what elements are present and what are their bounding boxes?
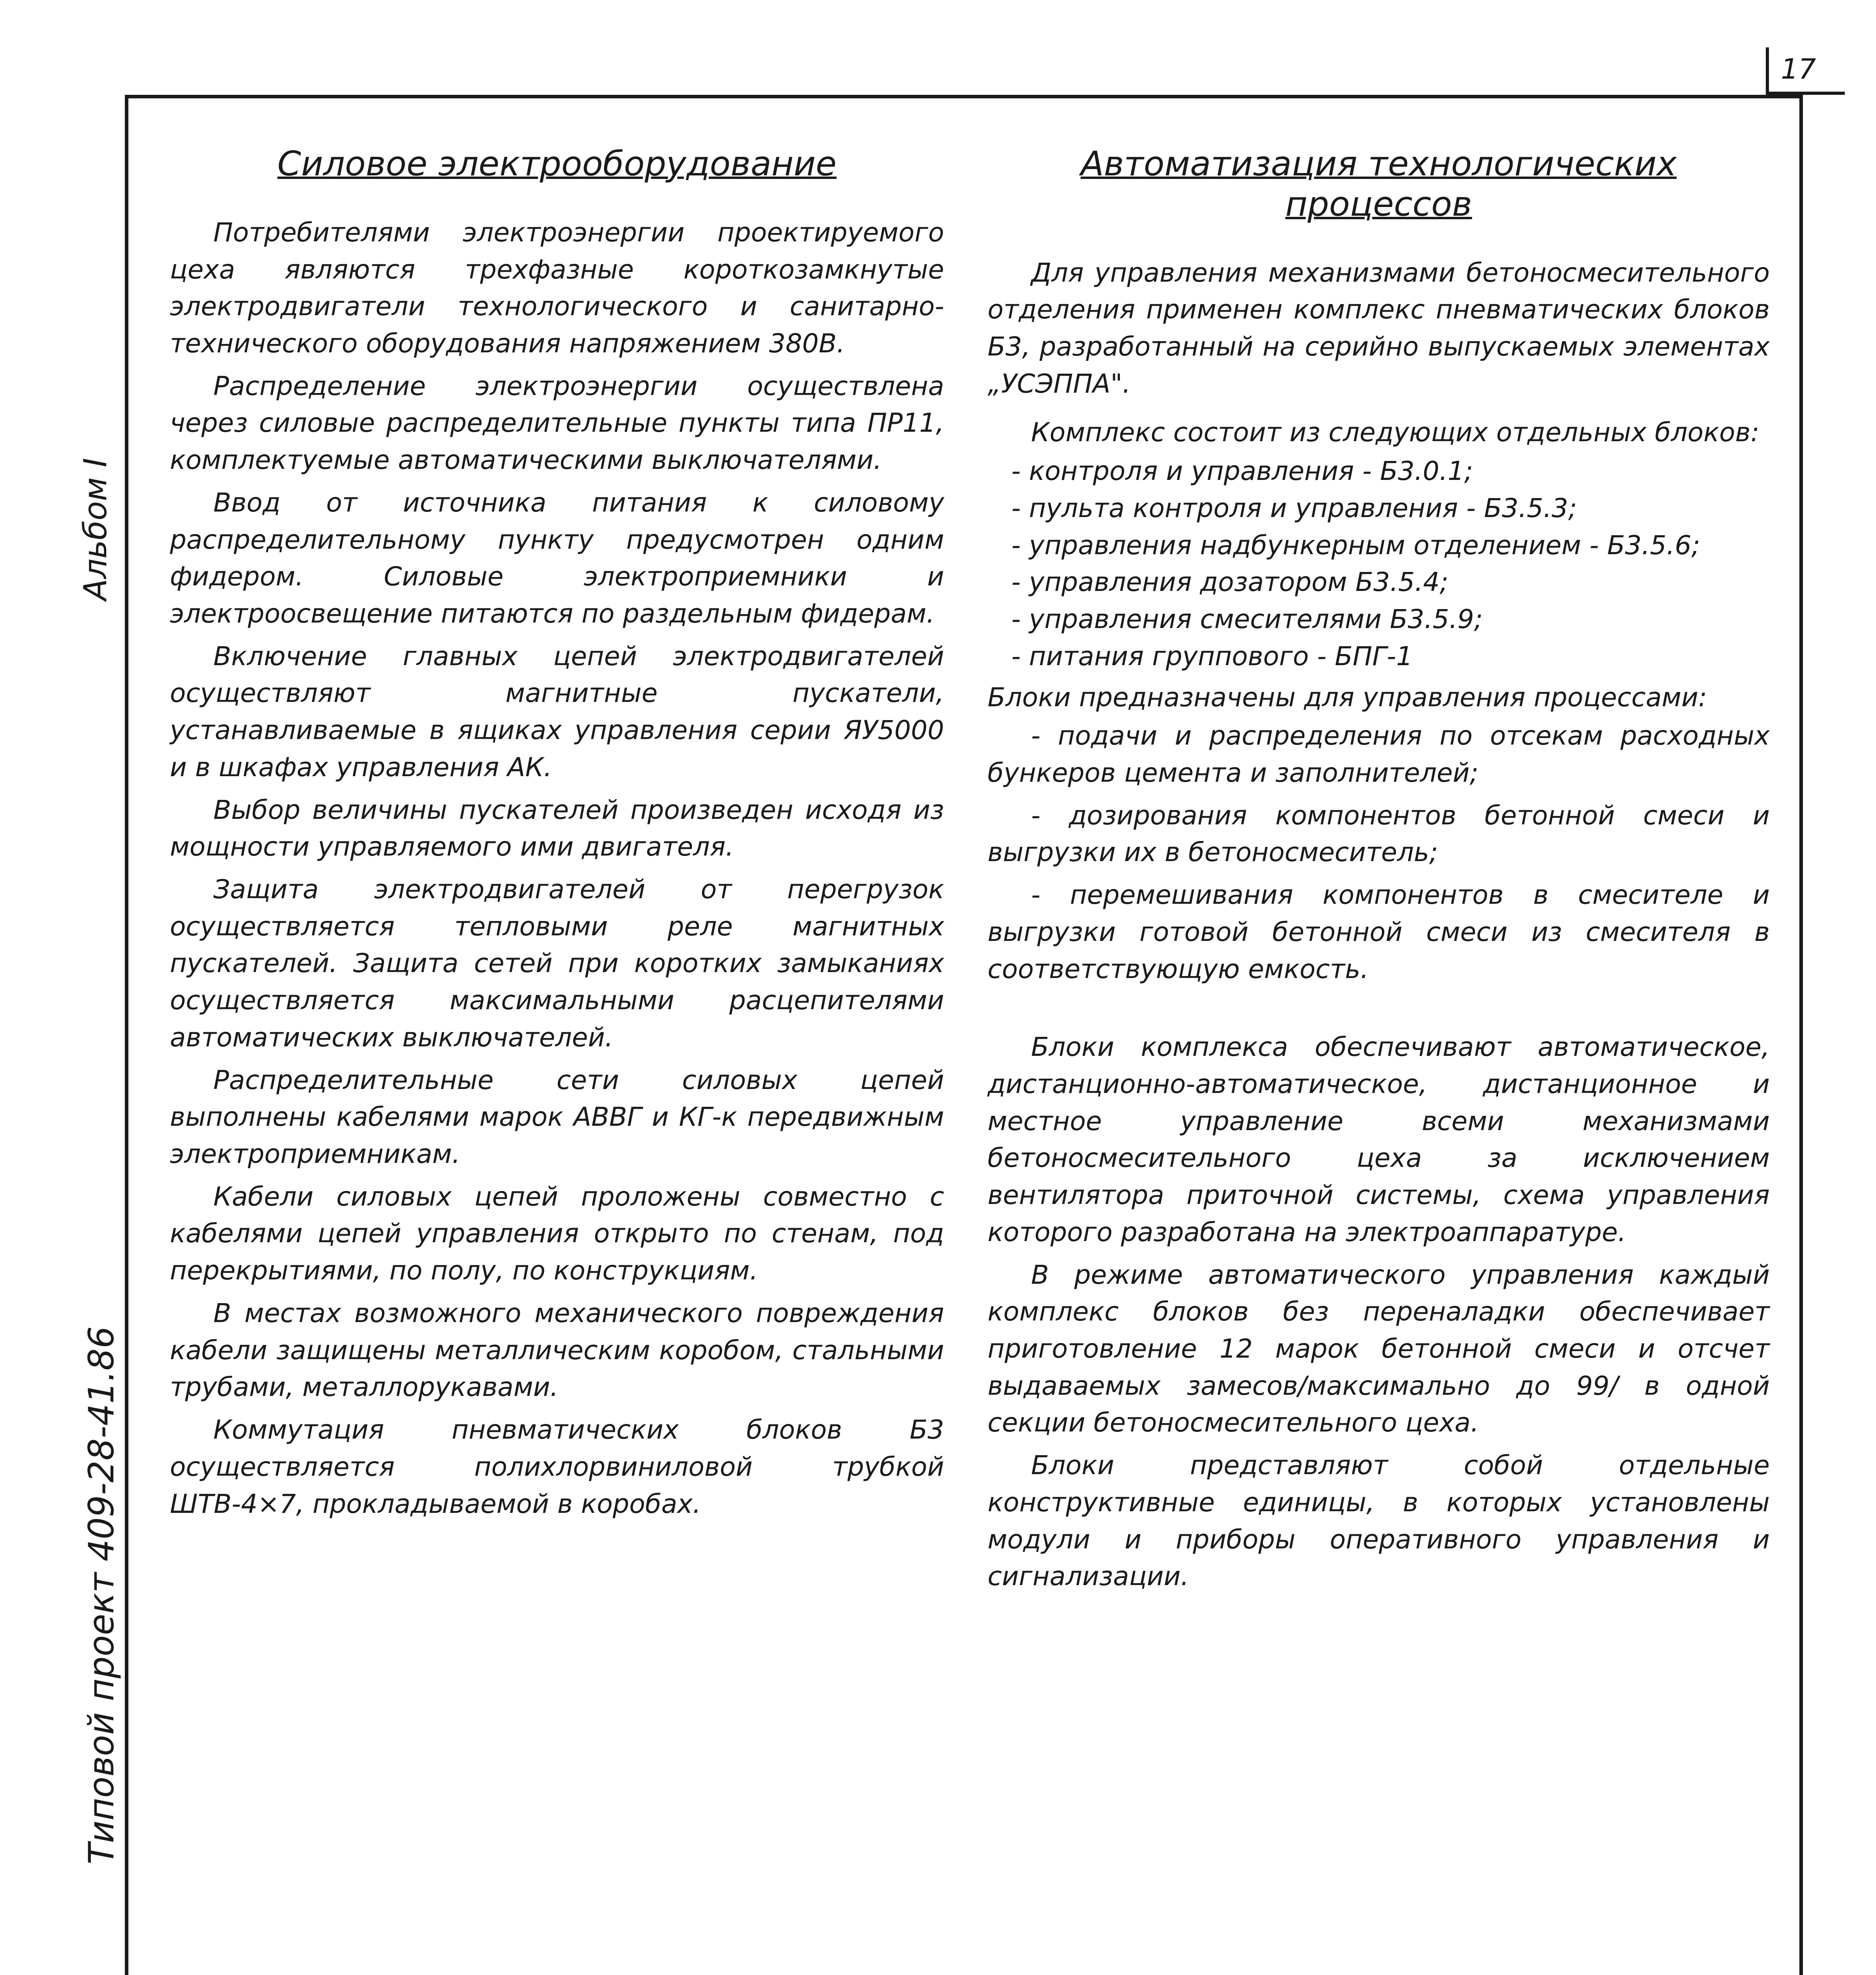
list-item: - контроля и управления - Б3.0.1; (1011, 456, 1473, 487)
list-item: - управления дозатором Б3.5.4; (1011, 567, 1449, 598)
text-paragraph: Блоки предназначены для управления процессами: (988, 682, 1707, 713)
list-item: - управления смесителями Б3.5.9; (1011, 604, 1483, 635)
power-equipment-section (170, 142, 944, 1528)
list-item: - перемешивания компонентов в смесителе и выгрузки готовой бетонной смеси из смесителя в соответствующую емкость. (988, 880, 1770, 984)
text-paragraph: Распределительные сети силовых цепей выполнены кабелями марок АВВГ и КГ-к передвижным электроприемникам. (170, 1065, 944, 1170)
text-paragraph: Для управления механизмами бетоносмесительного отделения применен комплекс пневматических блоков Б3, разработанный на серийно выпускаемых элементах „УСЭППА". (988, 257, 1770, 399)
text-paragraph: Блоки представляют собой отдельные конструктивные единицы, в которых установлены модули и приборы оперативного управления и сигнализации. (988, 1450, 1770, 1592)
list-item: - питания группового - БПГ-1 (1011, 641, 1413, 672)
text-paragraph: Комплекс состоит из следующих отдельных блоков: (1031, 417, 1759, 448)
text-paragraph: Ввод от источника питания к силовому распределительному пункту предусмотрен одним фидером. Силовые электроприемники и электроосвещение питаются по раздельным фидерам. (170, 487, 944, 629)
album-caption: Альбом I (77, 458, 114, 600)
automation-heading (988, 142, 1770, 227)
list-item: - управления надбункерным отделением - Б3.5.6; (1011, 530, 1700, 561)
list-item: - подачи и распределения по отсекам расходных бункеров цемента и заполнителей; (988, 720, 1770, 788)
text-paragraph: Коммутация пневматических блоков Б3 осуществляется полихлорвиниловой трубкой ШТВ-4×7, прокладываемой в коробах. (170, 1414, 944, 1519)
text-paragraph: Потребителями электроэнергии проектируемого цеха являются трехфазные короткозамкнутые электродвигатели технологического и санитарно-технического оборудования напряжением 380В. (170, 217, 944, 359)
text-paragraph: Распределение электроэнергии осуществлена через силовые распределительные пункты типа ПР11, комплектуемые автоматическими выключателями. (170, 371, 944, 476)
text-paragraph: В режиме автоматического управления каждый комплекс блоков без переналадки обеспечивает приготовление 12 марок бетонной смеси и отсчет выдаваемых замесов/максимально до 99/ в одной секции бетоносмесительного цеха. (988, 1259, 1770, 1438)
automation-section (988, 142, 1770, 1601)
power-equipment-heading: Силовое электрооборудование (277, 144, 837, 184)
text-paragraph: В местах возможного механического повреждения кабели защищены металлическим коробом, стальными трубами, металлорукавами. (170, 1298, 944, 1403)
automation-heading-line2: процессов (1285, 184, 1472, 224)
section-spacer (988, 993, 1770, 1029)
list-item: - дозирования компонентов бетонной смеси и выгрузки их в бетоносмеситель; (988, 800, 1770, 868)
text-paragraph: Защита электродвигателей от перегрузок осуществляется тепловыми реле магнитных пускателей. Защита сетей при коротких замыканиях осуществляется максимальными расцепителями автоматических выключателей. (170, 874, 944, 1053)
text-paragraph: Включение главных цепей электродвигателей осуществляют магнитные пускатели, устанавливаемые в ящиках управления серии ЯУ5000 и в шкафах управления АК. (170, 641, 944, 782)
automation-heading-line1: Автоматизация технологических (1080, 144, 1677, 184)
corner-sheet-number: 17 (1766, 47, 1845, 95)
text-paragraph: Блоки комплекса обеспечивают автоматическое, дистанционно-автоматическое, дистанционное и местное управление всеми механизмами бетоносмесительного цеха за исключением вентилятора приточной системы, схема управления которого разработана на электроаппаратуре. (988, 1032, 1770, 1247)
project-caption: Типовой проект 409-28-41.86 (81, 1326, 122, 1864)
text-paragraph: Кабели силовых цепей проложены совместно с кабелями цепей управления открыто по стенам, под перекрытиями, по полу, по конструкциям. (170, 1181, 944, 1286)
blocks-list (988, 453, 1770, 675)
text-paragraph: Выбор величины пускателей произведен исходя из мощности управляемого ими двигателя. (170, 794, 944, 862)
list-item: - пульта контроля и управления - Б3.5.3; (1011, 493, 1577, 523)
